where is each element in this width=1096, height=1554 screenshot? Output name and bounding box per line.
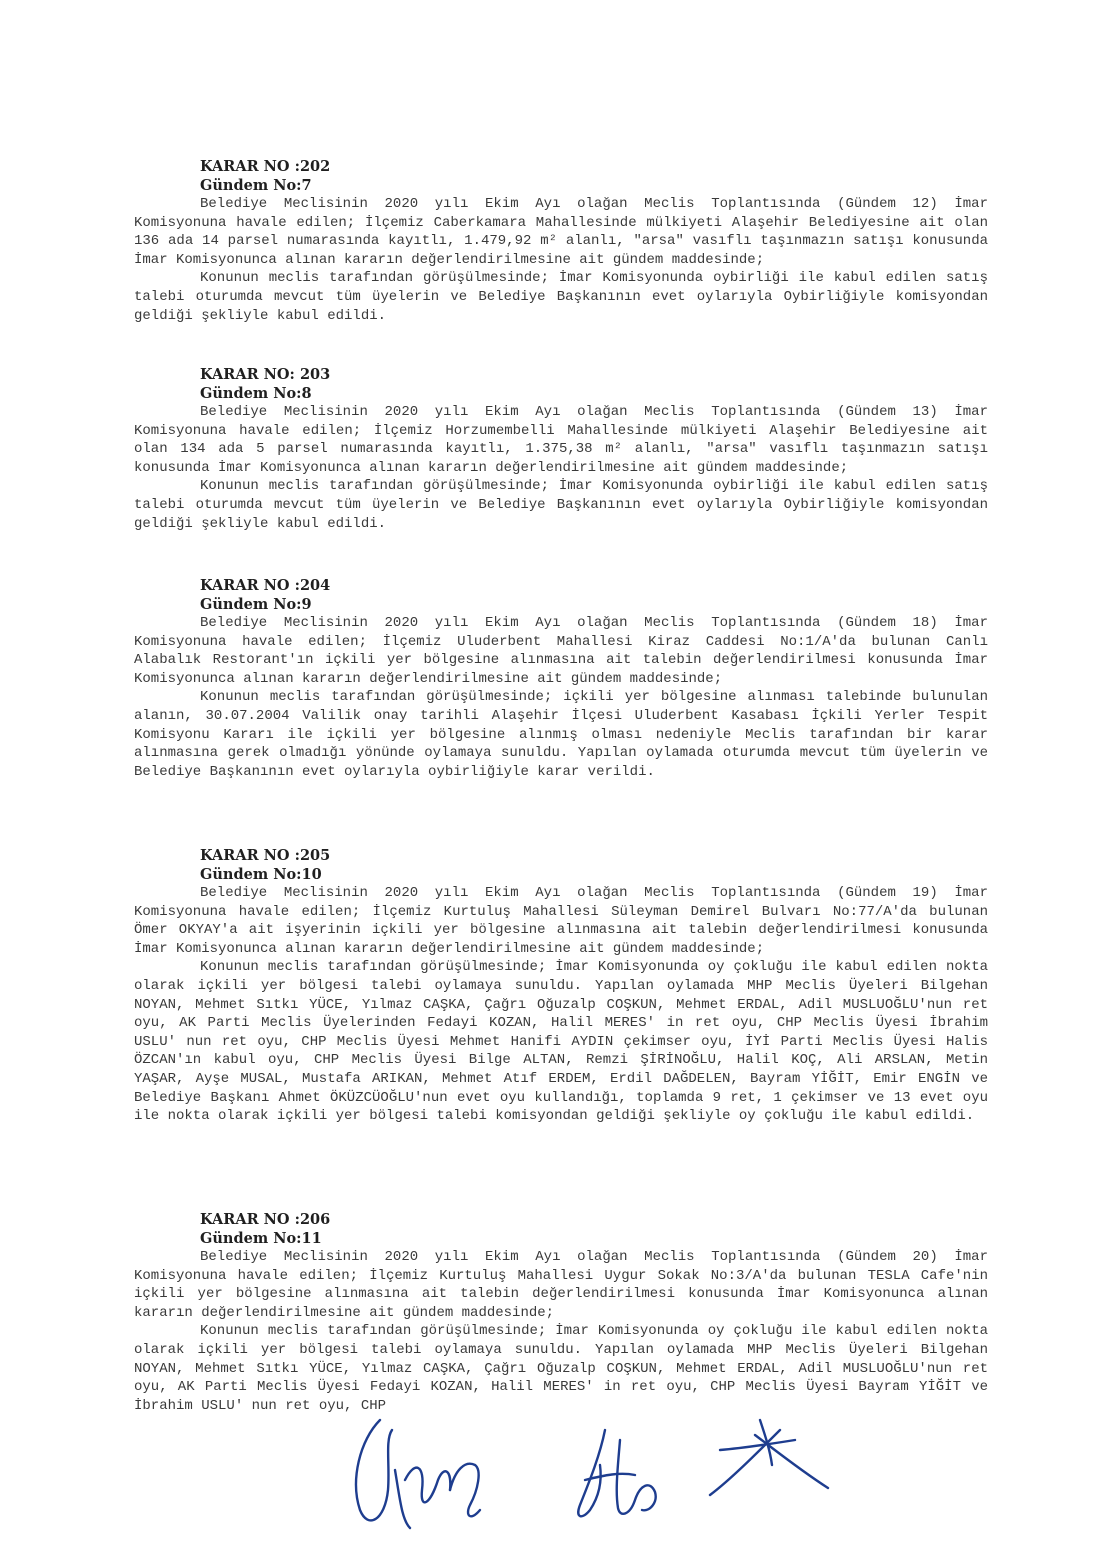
decision-paragraph: Belediye Meclisinin 2020 yılı Ekim Ayı olağan Meclis Toplantısında (Gündem 19) İmar Komisyonuna havale edilen; İlçemiz Kurtuluş Mahallesi Süleyman Demirel Bulvarı No:77/A'da bulunan Ömer OKYAY'a ait işyerinin içkili yer bölgesine alınmasına ait talebin değerlendirilmesi konusunda İmar Komisyonunca alınan kararın değerlendirilmesine ait gündem maddesinde; (134, 885, 988, 957)
decision-206 (134, 1211, 988, 1415)
decision-paragraph: Konunun meclis tarafından görüşülmesinde; İmar Komisyonunda oybirliği ile kabul edilen satış talebi oturumda mevcut tüm üyelerin ve Belediye Başkanının evet oylarıyla Oybirliğiyle komisyondan geldiği şekliyle kabul edildi. (134, 478, 988, 532)
decision-paragraph: Konunun meclis tarafından görüşülmesinde; İmar Komisyonunda oy çokluğu ile kabul edilen nokta olarak içkili yer bölgesi talebi oylamaya sunuldu. Yapılan oylamada MHP Meclis Üyeleri Bilgehan NOYAN, Mehmet Sıtkı YÜCE, Yılmaz CAŞKA, Çağrı Oğuzalp COŞKUN, Mehmet ERDAL, Adil MUSLUOĞLU'nun ret oyu, AK Parti Meclis Üyesi Fedayi KOZAN, Halil MERES' in ret oyu, CHP Meclis Üyesi Bayram YİĞİT ve İbrahim USLU' nun ret oyu, CHP (134, 1323, 988, 1414)
decision-203 (134, 366, 988, 533)
gundem-no: Gündem No:10 (200, 866, 322, 883)
signature-3-icon (700, 1410, 840, 1510)
decision-paragraph: Belediye Meclisinin 2020 yılı Ekim Ayı olağan Meclis Toplantısında (Gündem 13) İmar Komisyonuna havale edilen; İlçemiz Horzumembelli Mahallesinde mülkiyeti Alaşehir Belediyesine ait olan 134 ada 5 parsel numarasında kayıtlı, 1.375,38 m² alanlı, "arsa" vasıflı taşınmazın satışı konusunda İmar Komisyonunca alınan kararın değerlendirilmesine ait gündem maddesinde; (134, 404, 988, 476)
decision-204 (134, 577, 988, 781)
decision-paragraph: Konunun meclis tarafından görüşülmesinde; İmar Komisyonunda oy çokluğu ile kabul edilen nokta olarak içkili yer bölgesi talebi oylamaya sunuldu. Yapılan oylamada MHP Meclis Üyeleri Bilgehan NOYAN, Mehmet Sıtkı YÜCE, Yılmaz CAŞKA, Çağrı Oğuzalp COŞKUN, Mehmet ERDAL, Adil MUSLUOĞLU'nun ret oyu, AK Parti Meclis Üyelerinden Fedayi KOZAN, Halil MERES' in ret oyu, CHP Meclis Üyesi İbrahim USLU' nun ret oyu, CHP Meclis Üyesi Mehmet Hanifi AYDIN çekimser oyu, İYİ Parti Meclis Üyesi Halis ÖZCAN'ın kabul oyu, CHP Meclis Üyesi Bilge ALTAN, Remzi ŞİRİNOĞLU, Halil KOÇ, Ali ARSLAN, Metin YAŞAR, Ayşe MUSAL, Mustafa ARIKAN, Mehmet Atıf ERDEM, Erdil DAĞDELEN, Bayram YİĞİT, Emir ENGİN ve Belediye Başkanı Ahmet ÖKÜZCÜOĞLU'nun evet oyu kullandığı, toplamda 9 ret, 1 çekimser ve 13 evet oyu ile nokta olarak içkili yer bölgesi talebi komisyondan geldiği şekliyle oy çokluğu ile kabul edildi. (134, 959, 988, 1125)
karar-no: KARAR NO :202 (200, 158, 331, 175)
gundem-no: Gündem No:7 (200, 177, 312, 194)
gundem-no: Gündem No:8 (200, 385, 312, 402)
decision-paragraph: Belediye Meclisinin 2020 yılı Ekim Ayı olağan Meclis Toplantısında (Gündem 18) İmar Komisyonuna havale edilen; İlçemiz Uluderbent Mahallesi Kiraz Caddesi No:1/A'da bulunan Canlı Alabalık Restorant'ın içkili yer bölgesine alınmasına ait talebin değerlendirilmesi konusunda İmar Komisyonunca alınan kararın değerlendirilmesine ait gündem maddesinde; (134, 615, 988, 687)
karar-no: KARAR NO: 203 (200, 366, 331, 383)
decision-paragraph: Konunun meclis tarafından görüşülmesinde; İmar Komisyonunda oybirliği ile kabul edilen satış talebi oturumda mevcut tüm üyelerin ve Belediye Başkanının evet oylarıyla Oybirliğiyle komisyondan geldiği şekliyle kabul edildi. (134, 270, 988, 324)
gundem-no: Gündem No:11 (200, 1230, 322, 1247)
decision-paragraph: Belediye Meclisinin 2020 yılı Ekim Ayı olağan Meclis Toplantısında (Gündem 20) İmar Komisyonuna havale edilen; İlçemiz Kurtuluş Mahallesi Uygur Sokak No:3/A'da bulunan TESLA Cafe'nin içkili yer bölgesine alınmasına ait talebin değerlendirilmesi konusunda İmar Komisyonunca alınan kararın değerlendirilmesine ait gündem maddesinde; (134, 1249, 988, 1321)
decision-202 (134, 158, 988, 325)
karar-no: KARAR NO :206 (200, 1211, 331, 1228)
decision-paragraph: Konunun meclis tarafından görüşülmesinde; içkili yer bölgesine alınması talebinde bulunulan alanın, 30.07.2004 Valilik onay tarihli Alaşehir İlçesi Uluderbent Kasabası İçkili Yerler Tespit Komisyonu Kararı ile içkili yer bölgesine alınmış olması nedeniyle Meclis tarafından bir karar alınmasına gerek olmadığı yönünde oylamaya sunuldu. Yapılan oylamada oturumda mevcut tüm üyelerin ve Belediye Başkanının evet oylarıyla oybirliğiyle karar verildi. (134, 689, 988, 780)
signature-1-icon (340, 1410, 520, 1540)
decision-205 (134, 847, 988, 1126)
karar-no: KARAR NO :204 (200, 577, 331, 594)
signature-2-icon (560, 1420, 680, 1530)
decision-paragraph: Belediye Meclisinin 2020 yılı Ekim Ayı olağan Meclis Toplantısında (Gündem 12) İmar Komisyonuna havale edilen; İlçemiz Caberkamara Mahallesinde mülkiyeti Alaşehir Belediyesine ait olan 136 ada 14 parsel numarasında kayıtlı, 1.479,92 m² alanlı, "arsa" vasıflı taşınmazın satışı konusunda İmar Komisyonunca alınan kararın değerlendirilmesine ait gündem maddesinde; (134, 196, 988, 268)
karar-no: KARAR NO :205 (200, 847, 331, 864)
gundem-no: Gündem No:9 (200, 596, 312, 613)
